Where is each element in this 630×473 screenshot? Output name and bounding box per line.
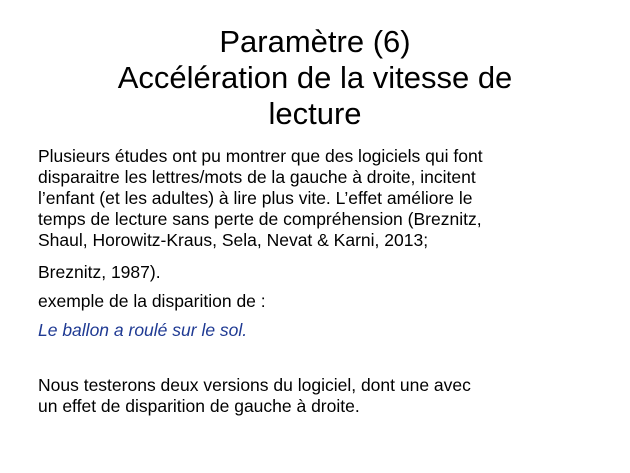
paragraph-citation-end	[38, 262, 598, 283]
title-line-2: Accélération de la vitesse de	[117, 60, 513, 95]
paragraph-line: Plusieurs études ont pu montrer que des logiciels qui font	[38, 146, 483, 166]
paragraph-line: l’enfant (et les adultes) à lire plus vite. L’effet améliore le	[38, 188, 473, 208]
paragraph-line: disparaitre les lettres/mots de la gauche à droite, incitent	[38, 167, 476, 187]
example-sentence-block	[38, 320, 598, 341]
paragraph-line: temps de lecture sans perte de compréhension (Breznitz,	[38, 209, 482, 229]
citation-end-text: Breznitz, 1987).	[38, 262, 161, 282]
example-sentence: Le ballon a roulé sur le sol.	[38, 320, 248, 340]
slide-title	[0, 24, 630, 132]
title-line-1: Paramètre (6)	[219, 24, 411, 59]
paragraph-line: Nous testerons deux versions du logiciel, dont une avec	[38, 375, 471, 395]
paragraph-software-versions	[38, 375, 598, 417]
paragraph-line: un effet de disparition de gauche à droite.	[38, 396, 360, 416]
title-line-3: lecture	[268, 96, 362, 131]
example-intro-text: exemple de la disparition de :	[38, 291, 266, 311]
paragraph-line: Shaul, Horowitz-Kraus, Sela, Nevat & Karni, 2013;	[38, 230, 429, 250]
paragraph-example-intro	[38, 291, 598, 312]
paragraph-studies	[38, 146, 598, 251]
